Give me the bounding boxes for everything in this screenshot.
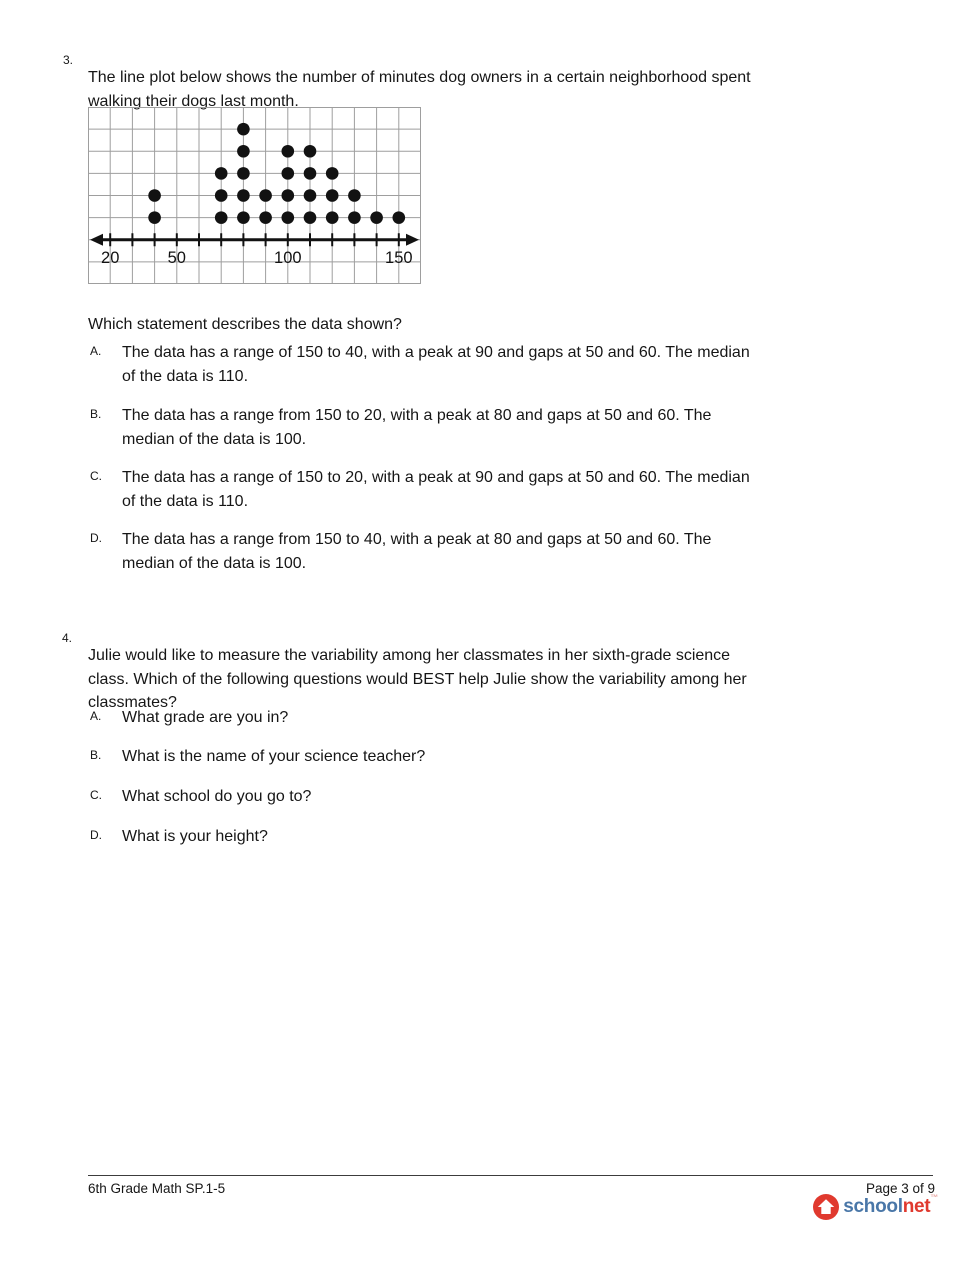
logo-net: net bbox=[902, 1196, 931, 1217]
question-4-prompt: Julie would like to measure the variability among her classmates in her sixth-grade science class. Which of the following questions would BEST help Julie show the variability among her classmates? bbox=[88, 647, 747, 711]
choice-label: D. bbox=[90, 531, 102, 545]
schoolnet-house-icon bbox=[812, 1193, 840, 1221]
question-3-choice-b bbox=[90, 404, 762, 451]
choice-text: The data has a range of 150 to 20, with a peak at 90 and gaps at 50 and 60. The median of the data is 110. bbox=[122, 469, 750, 510]
question-4-number: 4. bbox=[62, 631, 73, 645]
choice-text: What grade are you in? bbox=[122, 709, 289, 726]
choice-text: The data has a range from 150 to 40, with a peak at 80 and gaps at 50 and 60. The median of the data is 100. bbox=[122, 531, 712, 572]
question-4-choice-a bbox=[90, 706, 762, 730]
question-3-choice-a bbox=[90, 341, 762, 388]
choice-label: D. bbox=[90, 828, 102, 842]
question-3-choice-c bbox=[90, 466, 762, 513]
question-3-number: 3. bbox=[63, 53, 74, 67]
choice-text: What is your height? bbox=[122, 828, 268, 845]
choice-label: B. bbox=[90, 748, 102, 762]
logo-trademark: ™ bbox=[930, 1193, 938, 1202]
choice-text: The data has a range of 150 to 40, with a peak at 90 and gaps at 50 and 60. The median of the data is 110. bbox=[122, 344, 750, 385]
footer-document-title: 6th Grade Math SP.1-5 bbox=[88, 1181, 226, 1196]
svg-text:50: 50 bbox=[167, 248, 186, 267]
question-4-choice-c bbox=[90, 785, 762, 809]
choice-text: What school do you go to? bbox=[122, 788, 312, 805]
logo-wordmark bbox=[843, 1193, 938, 1221]
question-4-choice-d bbox=[90, 825, 762, 849]
choice-label: C. bbox=[90, 469, 102, 483]
svg-text:20: 20 bbox=[101, 248, 120, 267]
question-4-choice-b bbox=[90, 745, 762, 769]
svg-text:100: 100 bbox=[274, 248, 302, 267]
line-plot-svg bbox=[88, 107, 421, 284]
choice-label: A. bbox=[90, 709, 102, 723]
footer-divider bbox=[88, 1175, 933, 1176]
svg-text:150: 150 bbox=[385, 248, 413, 267]
footer-page-number: Page 3 of 9 bbox=[865, 1181, 935, 1196]
choice-label: B. bbox=[90, 407, 102, 421]
question-3-prompt: The line plot below shows the number of minutes dog owners in a certain neighborhood spent walking their dogs last month. bbox=[88, 69, 751, 110]
choice-text: What is the name of your science teacher? bbox=[122, 748, 426, 765]
question-3-choice-d bbox=[90, 528, 762, 575]
choice-label: A. bbox=[90, 344, 102, 358]
choice-text: The data has a range from 150 to 20, with a peak at 80 and gaps at 50 and 60. The median of the data is 100. bbox=[122, 407, 712, 448]
choice-label: C. bbox=[90, 788, 102, 802]
logo-school: school bbox=[843, 1196, 903, 1217]
line-plot bbox=[88, 107, 421, 284]
schoolnet-logo bbox=[812, 1193, 938, 1221]
question-3-subprompt: Which statement describes the data shown? bbox=[88, 316, 402, 333]
